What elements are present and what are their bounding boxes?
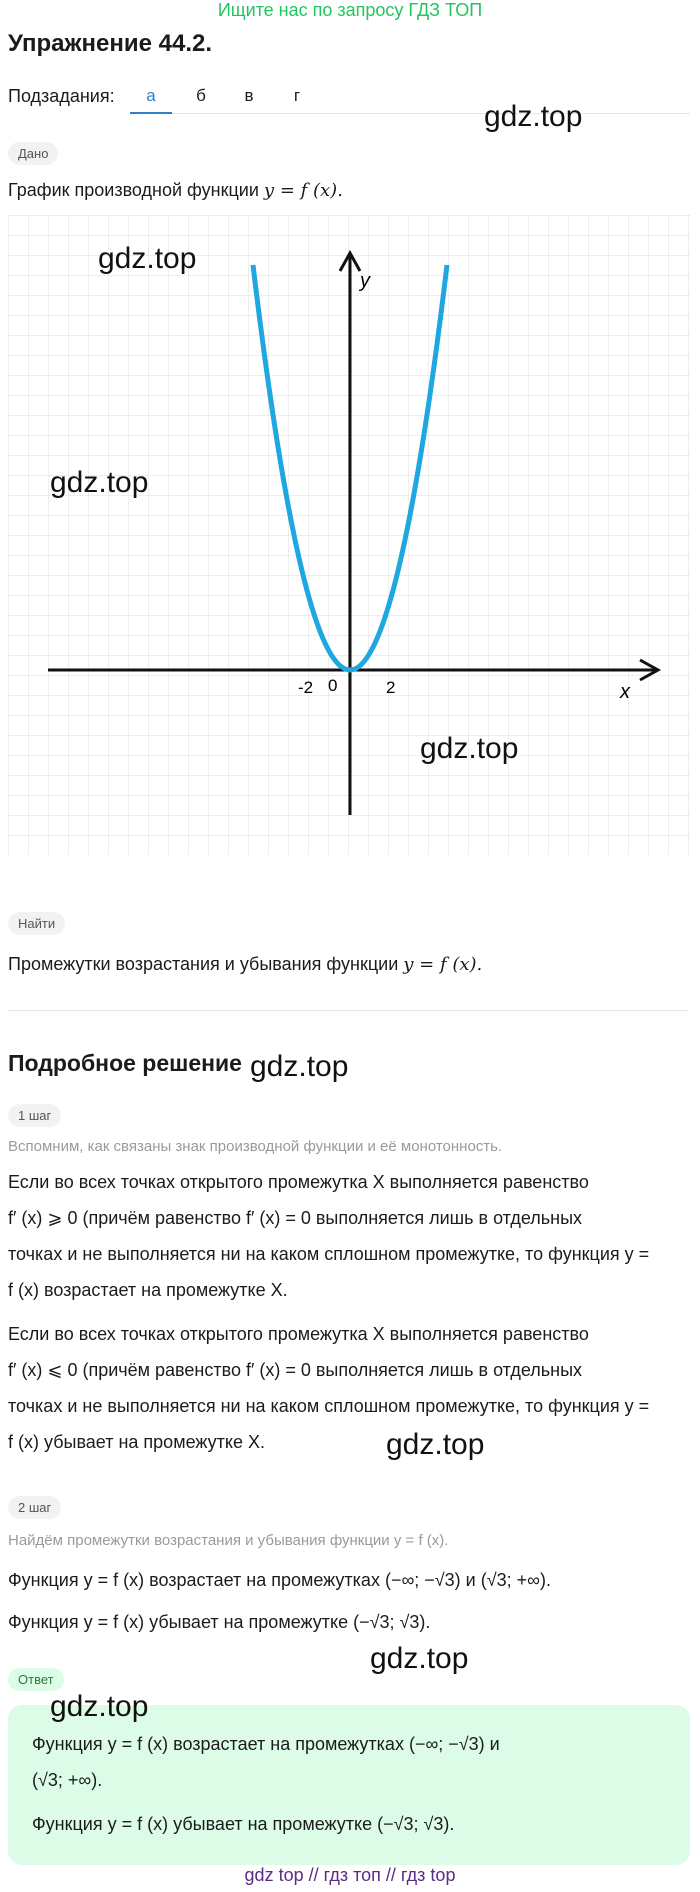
tab-v[interactable]: в <box>244 86 254 105</box>
given-chip: Дано <box>8 142 58 165</box>
page-title: Упражнение 44.2. <box>8 30 213 57</box>
given-formula: y = f (x). <box>263 180 343 201</box>
section-divider <box>8 1010 688 1011</box>
step1-p1-line4: f (x) возрастает на промежутке X. <box>8 1280 288 1300</box>
step1-p1-line3: точках и не выполняется ни на каком сплошном промежутке, то функция y = <box>8 1244 650 1264</box>
solution-title: Подробное решение <box>8 1050 242 1076</box>
find-label: Промежутки возрастания и убывания функции <box>8 954 399 974</box>
watermark: gdz.top <box>420 732 519 765</box>
watermark: gdz.top <box>50 466 149 499</box>
given-text <box>8 172 343 209</box>
tab-b[interactable]: б <box>196 86 206 105</box>
answer-line1b: (√3; +∞). <box>32 1770 103 1790</box>
given-label: График производной функции <box>8 180 259 200</box>
step1-p2-line2: f′ (x) ⩽ 0 (причём равенство f′ (x) = 0 выполняется лишь в отдельных <box>8 1360 583 1380</box>
step1-p2-line1: Если во всех точках открытого промежутка X выполняется равенство <box>8 1324 589 1344</box>
find-text <box>8 946 482 983</box>
answer-line1a: Функция y = f (x) возрастает на промежутках (−∞; −√3) и <box>32 1734 500 1754</box>
answer-line2: Функция y = f (x) убывает на промежутке (−√3; √3). <box>32 1814 455 1834</box>
find-formula: y = f (x). <box>403 954 483 975</box>
step1-chip: 1 шаг <box>8 1104 61 1127</box>
watermark: gdz.top <box>370 1642 469 1675</box>
tick-2: 2 <box>386 678 396 697</box>
find-chip: Найти <box>8 912 65 935</box>
watermark: gdz.top <box>386 1428 485 1461</box>
answer-chip: Ответ <box>8 1668 64 1691</box>
tick-0: 0 <box>328 676 338 695</box>
step1-hint: Вспомним, как связаны знак производной функции и её монотонность. <box>8 1138 503 1155</box>
step1-p2-line3: точках и не выполняется ни на каком сплошном промежутке, то функция y = <box>8 1396 650 1416</box>
footer-links[interactable]: gdz top // гдз топ // гдз top <box>244 1865 456 1885</box>
tabs-divider <box>172 113 690 114</box>
step2-hint: Найдём промежутки возрастания и убывания функции y = f (x). <box>8 1532 449 1549</box>
top-banner: Ищите нас по запросу ГДЗ ТОП <box>217 0 483 20</box>
tick-neg2: -2 <box>298 678 314 697</box>
derivative-graph <box>8 215 690 855</box>
tab-a[interactable]: а <box>146 86 156 105</box>
watermark: gdz.top <box>50 1690 149 1723</box>
step2-line1: Функция y = f (x) возрастает на промежутках (−∞; −√3) и (√3; +∞). <box>8 1570 551 1590</box>
tab-g[interactable]: г <box>293 86 301 105</box>
step1-p2-line4: f (x) убывает на промежутке X. <box>8 1432 265 1452</box>
step1-p1-line1: Если во всех точках открытого промежутка X выполняется равенство <box>8 1172 589 1192</box>
step2-chip: 2 шаг <box>8 1496 61 1519</box>
step1-p1-line2: f′ (x) ⩾ 0 (причём равенство f′ (x) = 0 выполняется лишь в отдельных <box>8 1208 583 1228</box>
active-tab-indicator <box>130 112 172 114</box>
y-axis-label: y <box>360 270 370 292</box>
watermark: gdz.top <box>98 242 197 275</box>
subtasks-label: Подзадания: <box>8 86 115 106</box>
step2-line2: Функция y = f (x) убывает на промежутке (−√3; √3). <box>8 1612 431 1632</box>
x-axis-label: x <box>620 681 630 703</box>
watermark: gdz.top <box>484 100 583 133</box>
watermark: gdz.top <box>250 1050 349 1083</box>
